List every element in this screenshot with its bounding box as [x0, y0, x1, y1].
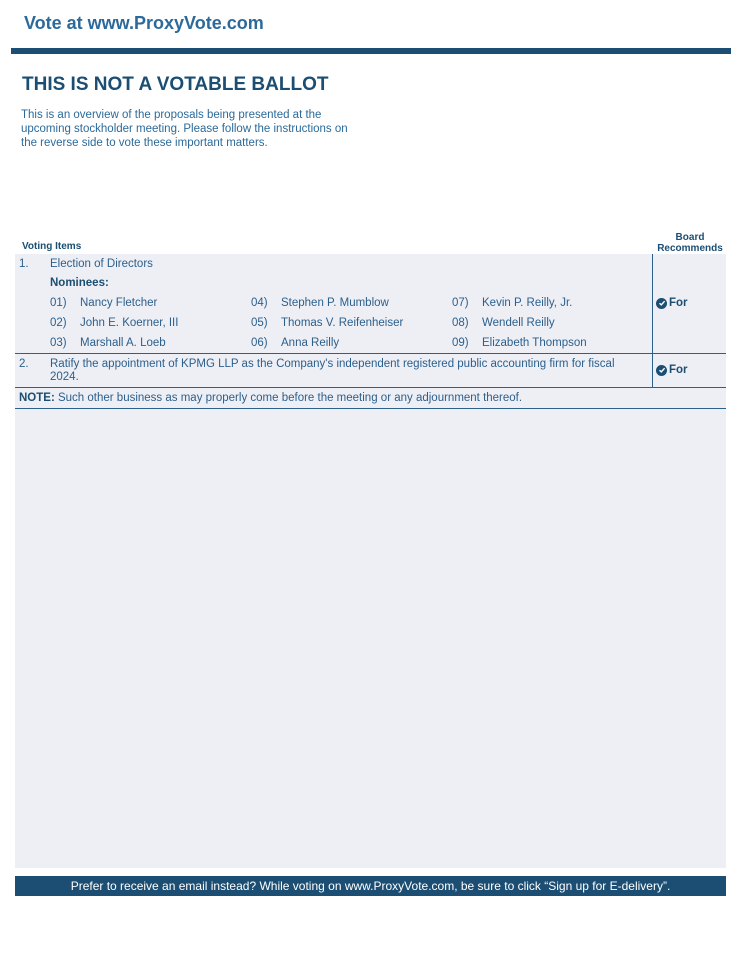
- nominee-name: Marshall A. Loeb: [80, 337, 166, 349]
- intro-line: the reverse side to vote these important matters.: [21, 137, 268, 149]
- nominee-name: John E. Koerner, III: [80, 317, 179, 329]
- nominee-number: 08): [452, 317, 469, 329]
- note-label: NOTE:: [19, 392, 55, 404]
- item-title: Election of Directors: [50, 258, 153, 270]
- row-divider: [15, 387, 726, 388]
- footer-text[interactable]: Prefer to receive an email instead? While voting on www.ProxyVote.com, be sure to click “Sign up for E-delivery”.: [70, 879, 671, 893]
- board-recommendation: [656, 364, 688, 376]
- header-rule: [11, 48, 731, 54]
- board-header-line: Recommends: [657, 243, 723, 254]
- header-title[interactable]: Vote at www.ProxyVote.com: [24, 13, 264, 33]
- nominee-number: 01): [50, 297, 67, 309]
- board-recommendation: [656, 297, 688, 309]
- intro-line: This is an overview of the proposals being presented at the: [21, 109, 322, 121]
- nominee-name: Stephen P. Mumblow: [281, 297, 389, 309]
- row-divider: [15, 353, 726, 354]
- page-title: THIS IS NOT A VOTABLE BALLOT: [22, 74, 329, 95]
- voting-items-header: Voting Items: [22, 241, 82, 252]
- row-divider: [15, 408, 726, 409]
- nominee-name: Anna Reilly: [281, 337, 340, 349]
- nominee-number: 09): [452, 337, 469, 349]
- board-header-line: Board: [675, 232, 705, 243]
- nominee-number: 05): [251, 317, 268, 329]
- nominee-name: Thomas V. Reifenheiser: [281, 317, 404, 329]
- check-circle-icon: [656, 365, 667, 376]
- nominee-name: Nancy Fletcher: [80, 297, 158, 309]
- nominee-number: 04): [251, 297, 268, 309]
- nominee-number: 07): [452, 297, 469, 309]
- recommendation-label: For: [669, 297, 688, 309]
- check-circle-icon: [656, 298, 667, 309]
- item-number: 2.: [19, 358, 29, 370]
- nominee-number: 06): [251, 337, 268, 349]
- board-recommends-header: [652, 232, 728, 254]
- nominee-name: Wendell Reilly: [482, 317, 555, 329]
- note-text: Such other business as may properly come before the meeting or any adjournment thereof.: [57, 392, 523, 404]
- footer-banner: [15, 876, 726, 896]
- intro-text: [21, 108, 371, 150]
- nominee-name: Elizabeth Thompson: [482, 337, 587, 349]
- nominee-number: 02): [50, 317, 67, 329]
- item-text: Ratify the appointment of KPMG LLP as the Company's independent registered public accounting firm for fiscal: [50, 358, 615, 370]
- item-number: 1.: [19, 258, 29, 270]
- nominees-label: Nominees:: [50, 277, 109, 289]
- recommendation-label: For: [669, 364, 688, 376]
- nominee-number: 03): [50, 337, 67, 349]
- nominee-name: Kevin P. Reilly, Jr.: [482, 297, 573, 309]
- intro-line: upcoming stockholder meeting. Please follow the instructions on: [21, 123, 348, 135]
- item-text: 2024.: [50, 371, 79, 383]
- note: [19, 392, 522, 404]
